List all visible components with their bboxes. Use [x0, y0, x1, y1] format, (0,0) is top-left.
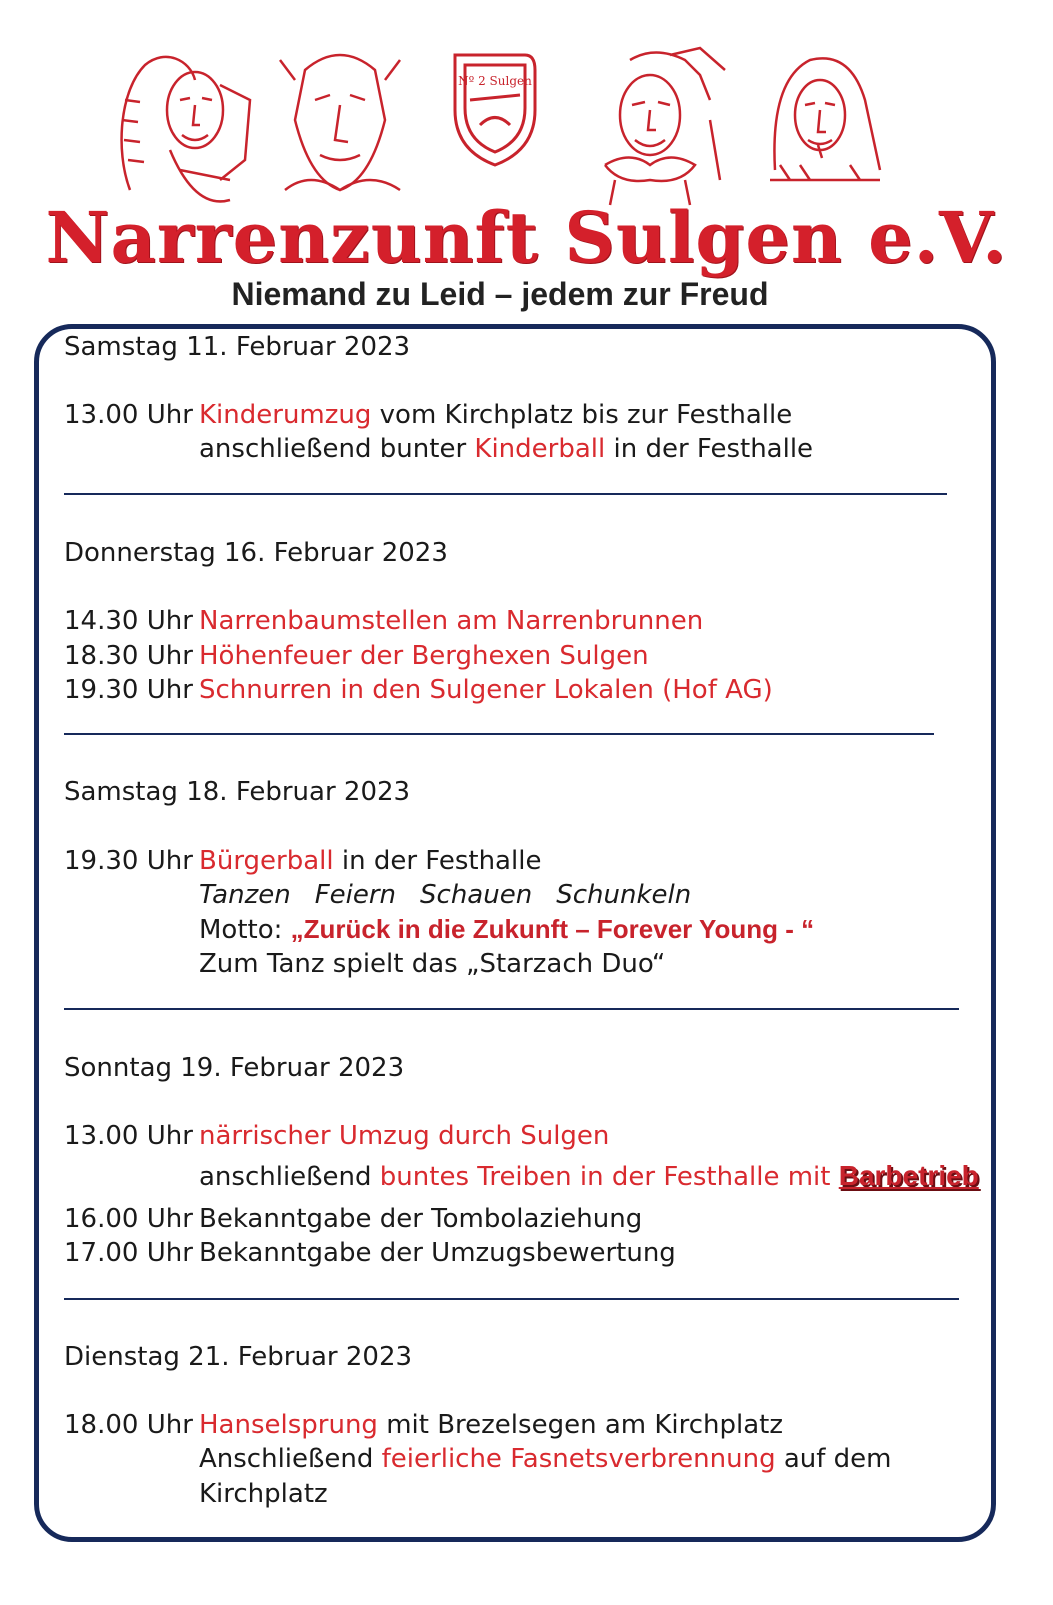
hag-mask-icon — [770, 58, 880, 180]
event-text: Bekanntgabe der Umzugsbewertung — [199, 1238, 676, 1268]
event-time: 14.30 Uhr — [64, 606, 193, 636]
event-text: anschließend bunter — [199, 434, 475, 464]
divider — [64, 1298, 959, 1300]
event-time: 17.00 Uhr — [64, 1238, 193, 1268]
event-text: anschließend — [199, 1162, 380, 1192]
svg-text:Nº 2 Sulgen: Nº 2 Sulgen — [458, 74, 532, 88]
jester-ruff-mask-icon — [605, 48, 725, 205]
event-highlight: Bürgerball — [199, 846, 334, 876]
day-date: Samstag 18. Februar 2023 — [64, 777, 411, 807]
event-text: vom Kirchplatz bis zur Festhalle — [371, 400, 793, 430]
event-text: in der Festhalle — [605, 434, 814, 464]
event-line — [199, 399, 792, 431]
event-time: 13.00 Uhr — [64, 400, 193, 430]
event-time: 18.00 Uhr — [64, 1410, 193, 1440]
event-line — [199, 1160, 979, 1193]
event-highlight: buntes Treiben in der Festhalle mit — [379, 1162, 839, 1192]
event-text: mit Brezelsegen am Kirchplatz — [377, 1410, 784, 1440]
event-highlight: Schnurren in den Sulgener Lokalen (Hof AG) — [199, 675, 773, 705]
event-time: 19.30 Uhr — [64, 846, 193, 876]
event-line — [199, 1409, 783, 1441]
jester-mask-icon — [122, 57, 250, 202]
page-title: Narrenzunft Sulgen e.V. — [45, 196, 1008, 279]
motto: „Zurück in die Zukunft – Forever Young - “ — [290, 914, 815, 944]
event-time: 13.00 Uhr — [64, 1121, 193, 1151]
header — [0, 0, 1053, 330]
slogan: Niemand zu Leid – jedem zur Freud — [231, 276, 769, 312]
day-date: Sonntag 19. Februar 2023 — [64, 1053, 405, 1083]
event-highlight: Kinderball — [474, 434, 606, 464]
masks-illustration — [110, 40, 890, 210]
event-highlight: Höhenfeuer der Berghexen Sulgen — [199, 641, 649, 671]
event-line — [199, 433, 813, 465]
event-highlight: närrischer Umzug durch Sulgen — [199, 1121, 610, 1151]
barbetrieb-badge: Barbetrieb — [838, 1160, 979, 1191]
event-line — [199, 1443, 892, 1475]
event-text: Bekanntgabe der Tombolaziehung — [199, 1204, 643, 1234]
event-time: 16.00 Uhr — [64, 1204, 193, 1234]
motto-line — [199, 913, 814, 946]
event-highlight: Hanselsprung — [199, 1410, 378, 1440]
event-text: auf dem — [775, 1444, 892, 1474]
event-time: 18.30 Uhr — [64, 641, 193, 671]
activity: Feiern — [314, 880, 397, 910]
event-text: in der Festhalle — [333, 846, 542, 876]
activity: Tanzen — [199, 880, 291, 910]
music-line: Zum Tanz spielt das „Starzach Duo“ — [199, 949, 666, 979]
event-time: 19.30 Uhr — [64, 675, 193, 705]
event-text: Kirchplatz — [199, 1479, 328, 1509]
activity: Schauen — [420, 880, 533, 910]
motto-label: Motto: — [199, 915, 291, 945]
event-highlight: Narrenbaumstellen am Narrenbrunnen — [199, 606, 704, 636]
event-highlight: Kinderumzug — [199, 400, 372, 430]
activity-list — [199, 879, 691, 911]
divider — [64, 1008, 959, 1010]
event-highlight: feierliche Fasnetsverbrennung — [381, 1444, 776, 1474]
event-text: Anschließend — [199, 1444, 382, 1474]
activity: Schunkeln — [556, 880, 692, 910]
day-date: Samstag 11. Februar 2023 — [64, 332, 411, 362]
event-line — [199, 845, 541, 877]
divider — [64, 733, 934, 735]
witch-mask-icon — [280, 55, 400, 190]
day-date: Dienstag 21. Februar 2023 — [64, 1342, 413, 1372]
divider — [64, 493, 947, 495]
crest-icon — [455, 55, 535, 165]
day-date: Donnerstag 16. Februar 2023 — [64, 538, 448, 568]
